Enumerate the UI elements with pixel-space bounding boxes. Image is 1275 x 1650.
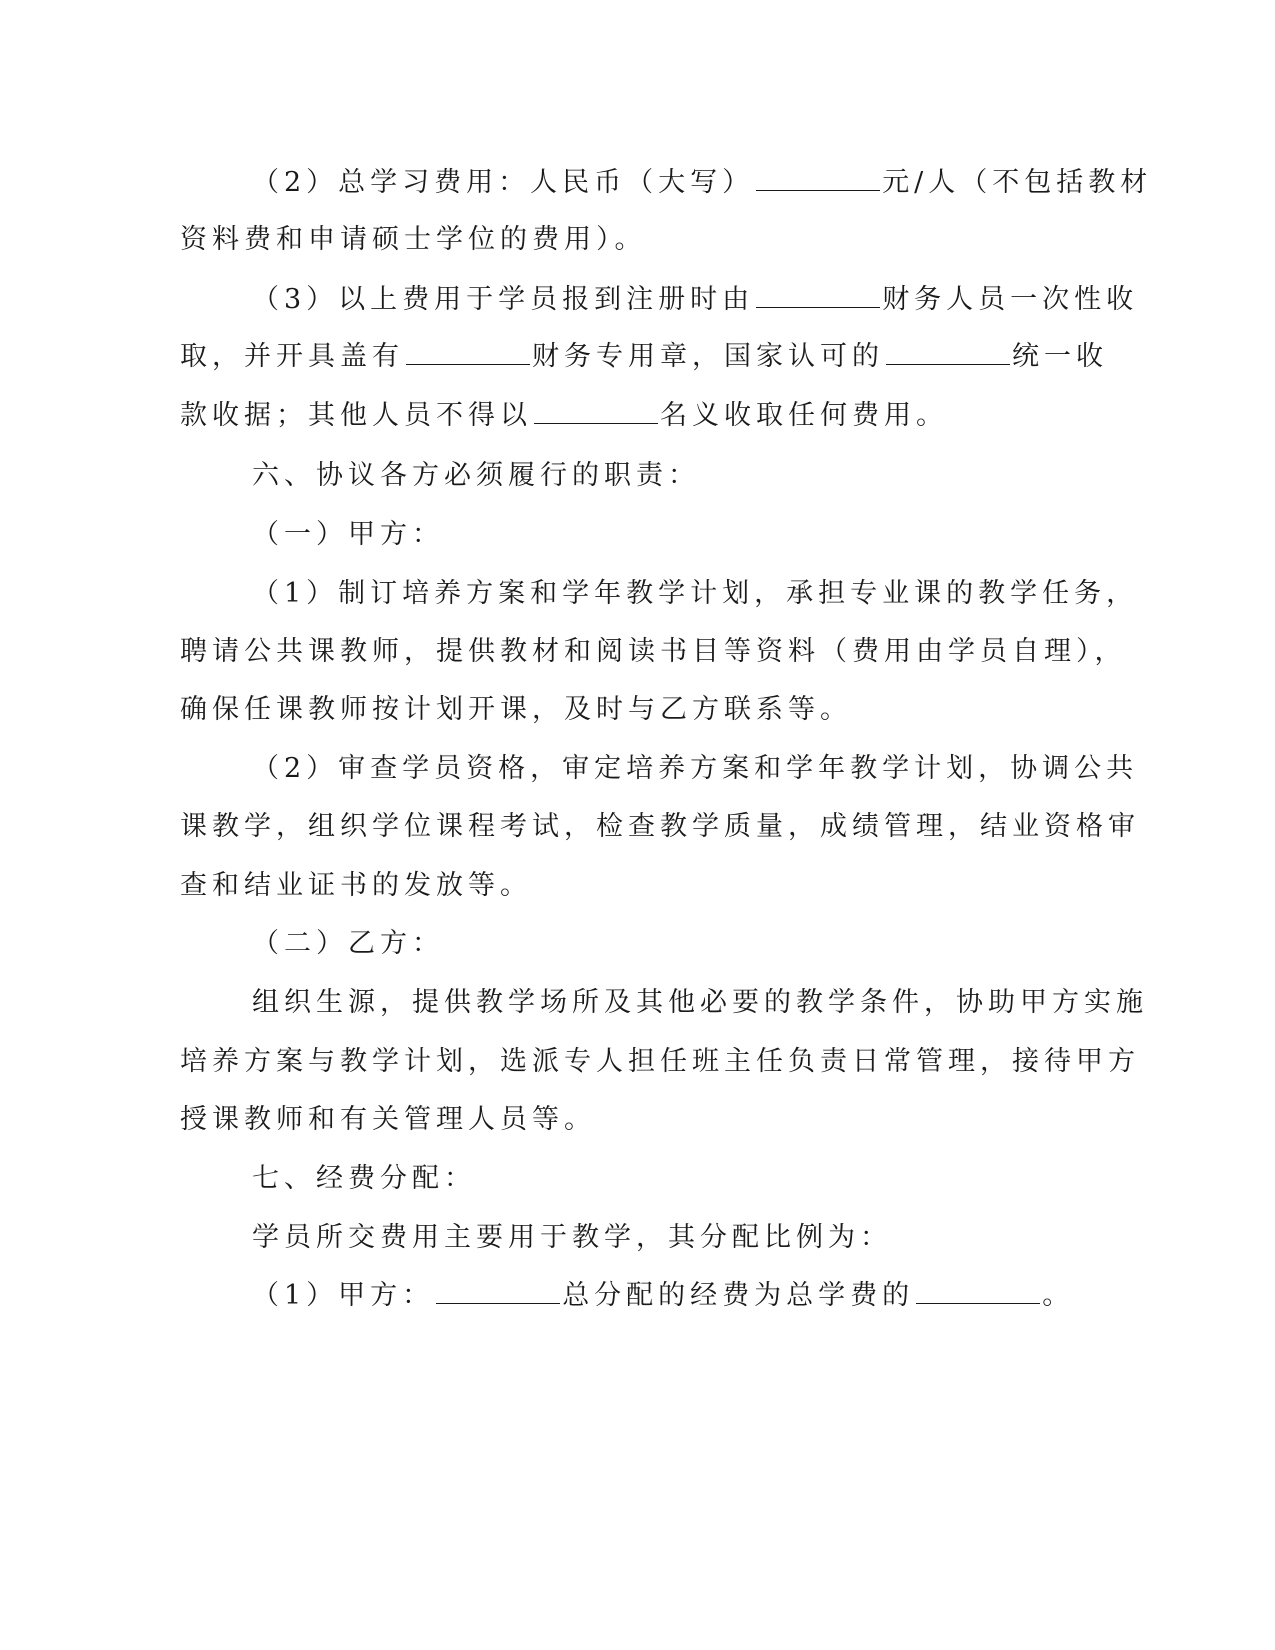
- text-segment: 培养方案与教学计划，选派专人担任班主任负责日常管理，接待甲方: [180, 1046, 1140, 1077]
- fill-in-blank[interactable]: [756, 283, 880, 308]
- text-line: [180, 809, 1140, 845]
- text-segment: 学员所交费用主要用于教学，其分配比例为：: [252, 1222, 892, 1253]
- text-segment: 取，并开具盖有: [180, 341, 404, 372]
- text-segment: 授课教师和有关管理人员等。: [180, 1104, 596, 1135]
- text-segment: （1）制订培养方案和学年教学计划，承担专业课的教学任务，: [252, 578, 1139, 609]
- text-segment: （2）审查学员资格，审定培养方案和学年教学计划，协调公共: [252, 753, 1139, 784]
- text-line: [180, 1102, 596, 1138]
- text-segment: 财务人员一次性收: [882, 284, 1139, 315]
- text-segment: 财务专用章，国家认可的: [532, 341, 884, 372]
- text-segment: 名义收取任何费用。: [660, 400, 948, 431]
- text-segment: （一）甲方：: [252, 519, 444, 550]
- text-segment: （1）甲方：: [252, 1280, 435, 1311]
- text-segment: 课教学，组织学位课程考试，检查教学质量，成绩管理，结业资格审: [180, 811, 1140, 842]
- fill-in-blank[interactable]: [916, 1279, 1040, 1304]
- text-line: [252, 751, 1138, 787]
- text-line: [180, 692, 852, 728]
- subsection-heading: [252, 517, 444, 553]
- fill-in-blank[interactable]: [886, 340, 1010, 365]
- text-line: [180, 868, 532, 904]
- text-line: [252, 282, 1138, 318]
- text-line: [252, 1220, 892, 1256]
- text-segment: （2）总学习费用：人民币（大写）: [252, 167, 755, 198]
- text-line: [252, 576, 1138, 612]
- text-segment: 六、协议各方必须履行的职责：: [252, 460, 700, 491]
- text-segment: 。: [1042, 1280, 1075, 1311]
- fill-in-blank[interactable]: [756, 166, 880, 191]
- section-heading: [252, 458, 700, 494]
- text-segment: 组织生源，提供教学场所及其他必要的教学条件，协助甲方实施: [252, 987, 1148, 1018]
- text-segment: 款收据；其他人员不得以: [180, 400, 532, 431]
- section-heading: [252, 1161, 476, 1197]
- text-segment: 元/人（不包括教材: [882, 167, 1153, 198]
- fill-in-blank[interactable]: [406, 340, 530, 365]
- subsection-heading: [252, 926, 444, 962]
- text-line: [252, 165, 1152, 201]
- text-segment: （二）乙方：: [252, 928, 444, 959]
- fill-in-blank[interactable]: [436, 1279, 560, 1304]
- text-line: [180, 339, 1108, 375]
- text-line: [180, 398, 948, 434]
- text-segment: 查和结业证书的发放等。: [180, 870, 532, 901]
- text-line: [252, 985, 1148, 1021]
- text-line: [180, 634, 1127, 670]
- fill-in-blank[interactable]: [534, 399, 658, 424]
- text-segment: 总分配的经费为总学费的: [562, 1280, 915, 1311]
- text-segment: 统一收: [1012, 341, 1108, 372]
- text-segment: 确保任课教师按计划开课，及时与乙方联系等。: [180, 694, 852, 725]
- text-line: [180, 1044, 1140, 1080]
- text-segment: （3）以上费用于学员报到注册时由: [252, 284, 755, 315]
- text-line: [180, 222, 647, 258]
- text-line: [252, 1278, 1074, 1314]
- text-segment: 资料费和申请硕士学位的费用）。: [180, 224, 647, 255]
- text-segment: 七、经费分配：: [252, 1163, 476, 1194]
- text-segment: 聘请公共课教师，提供教材和阅读书目等资料（费用由学员自理），: [180, 636, 1127, 667]
